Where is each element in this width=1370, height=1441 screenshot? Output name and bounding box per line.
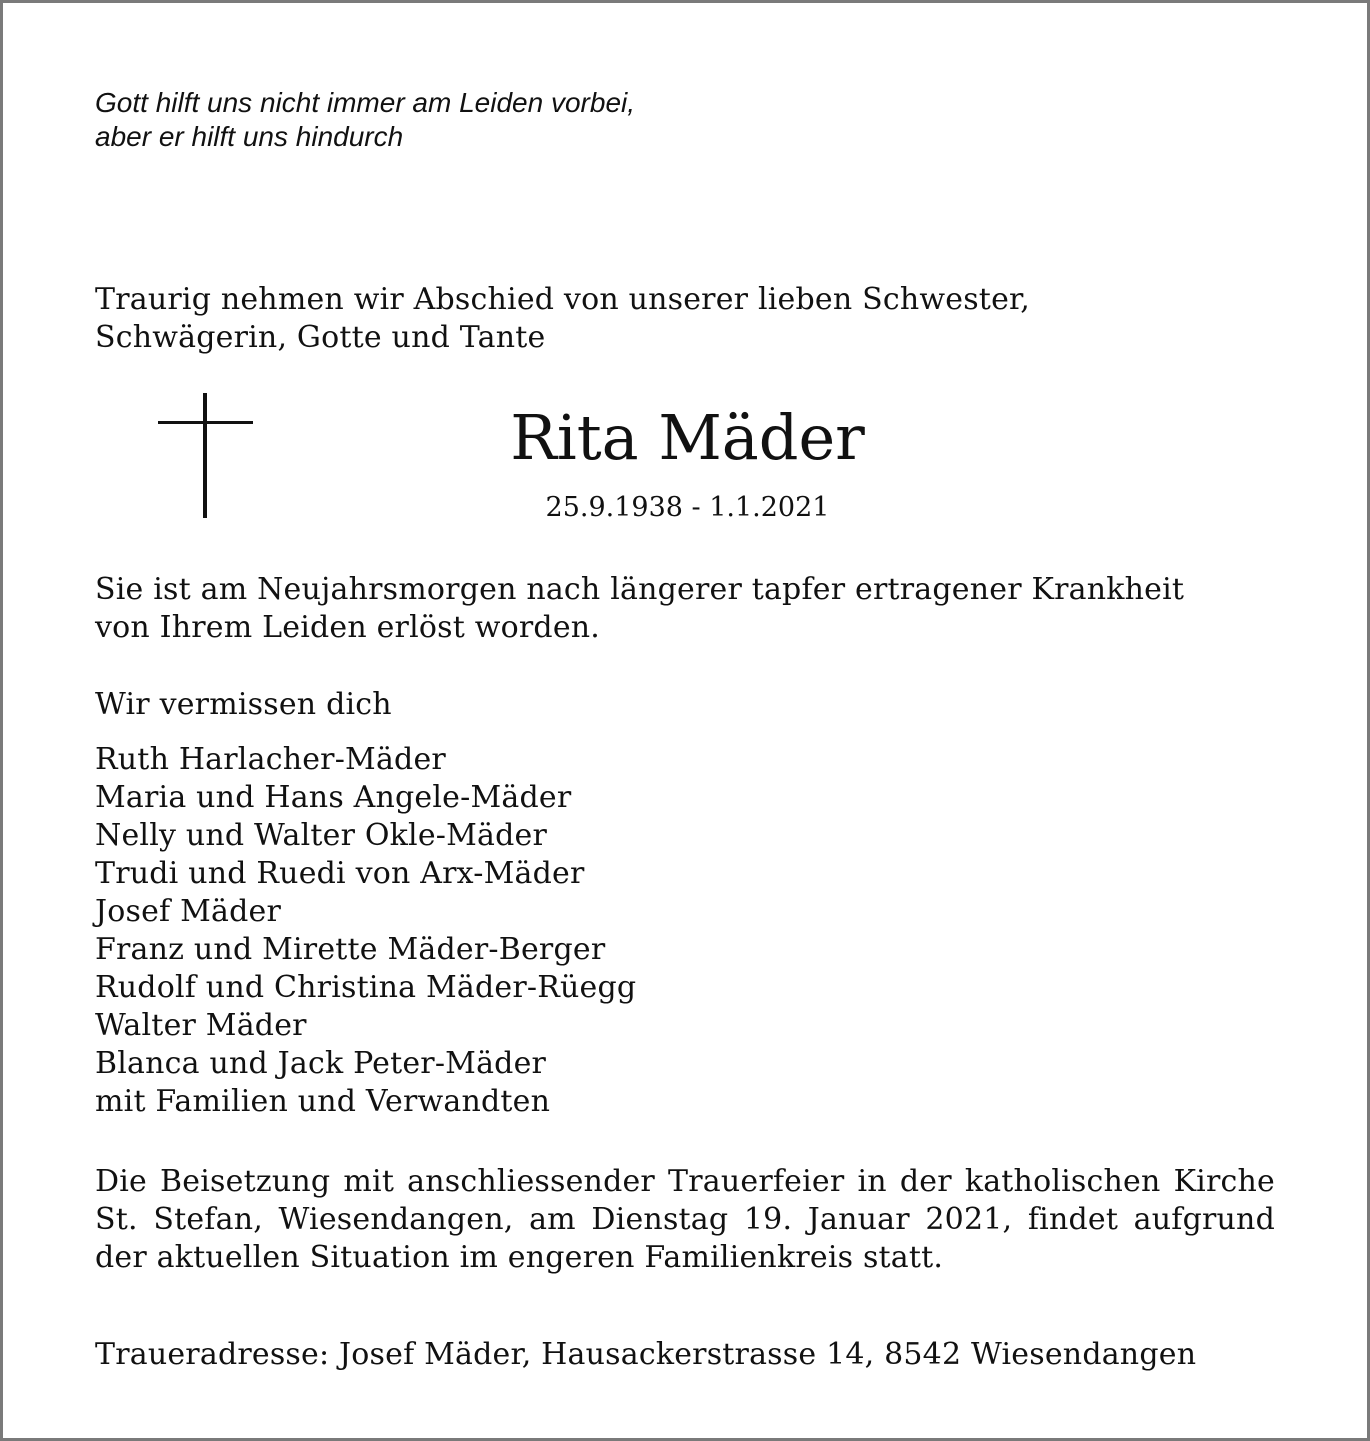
message-line: Sie ist am Neujahrsmorgen nach längerer tapfer ertragener Krankheit <box>95 572 1185 607</box>
message-text <box>95 571 1184 647</box>
deceased-name: Rita Mäder <box>510 401 865 474</box>
epigraph-quote <box>95 86 635 154</box>
family-member: Ruth Harlacher-Mäder <box>95 742 446 777</box>
funeral-notice: Die Beisetzung mit anschliessender Trauerfeier in der katholischen Kirche St. Stefan, Wiesendangen, am Dienstag 19. Januar 2021, findet aufgrund der aktuellen Situation im engeren Familienkreis statt. <box>95 1164 1275 1275</box>
family-member: Walter Mäder <box>95 1008 307 1043</box>
family-member: Blanca und Jack Peter-Mäder <box>95 1046 547 1081</box>
intro-line: Traurig nehmen wir Abschied von unserer lieben Schwester, <box>95 282 1030 317</box>
cross-icon <box>158 393 253 518</box>
miss-text: Wir vermissen dich <box>95 687 392 722</box>
quote-line: aber er hilft uns hindurch <box>95 121 404 152</box>
life-dates: 25.9.1938 - 1.1.2021 <box>545 492 830 523</box>
intro-line: Schwägerin, Gotte und Tante <box>95 320 546 355</box>
intro-text <box>95 281 1030 357</box>
family-member: Trudi und Ruedi von Arx-Mäder <box>95 856 585 891</box>
family-member: Nelly und Walter Okle-Mäder <box>95 818 548 853</box>
family-list <box>95 741 636 1121</box>
quote-line: Gott hilft uns nicht immer am Leiden vorbei, <box>95 87 636 118</box>
family-member: Maria und Hans Angele-Mäder <box>95 780 572 815</box>
family-member: Josef Mäder <box>95 894 281 929</box>
message-line: von Ihrem Leiden erlöst worden. <box>95 610 601 645</box>
family-member: Franz und Mirette Mäder-Berger <box>95 932 606 967</box>
family-member: mit Familien und Verwandten <box>95 1084 551 1119</box>
family-member: Rudolf und Christina Mäder-Rüegg <box>95 970 637 1005</box>
mourning-address: Traueradresse: Josef Mäder, Hausackerstrasse 14, 8542 Wiesendangen <box>95 1337 1197 1372</box>
